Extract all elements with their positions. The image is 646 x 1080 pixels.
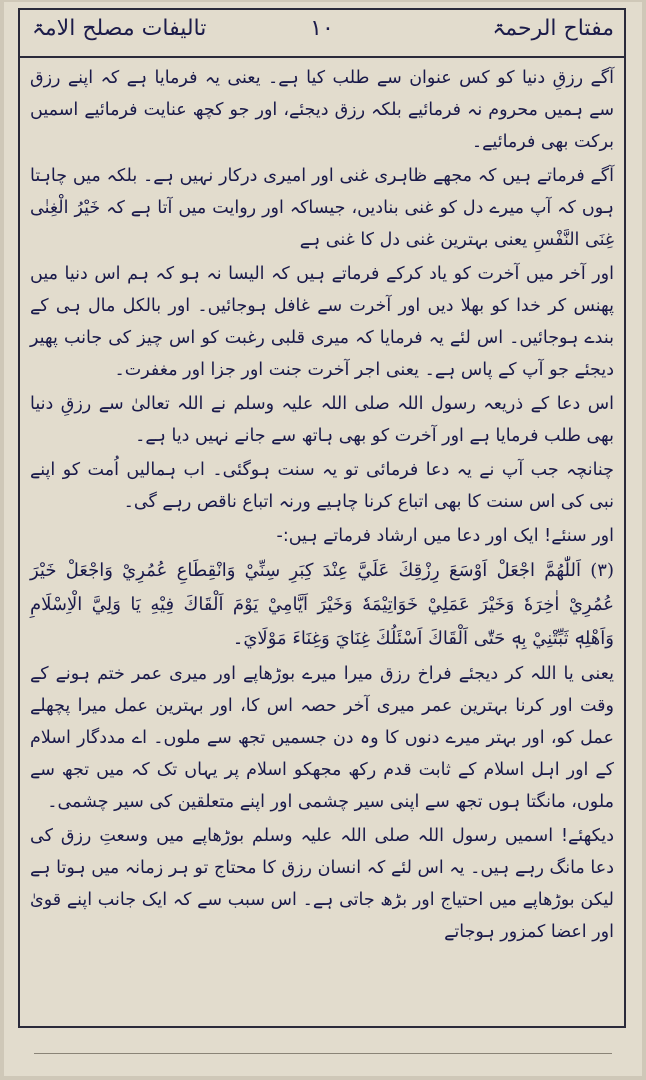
- paragraph-akhirat: اور آخر میں آخرت کو یاد کرکے فرماتے ہیں کہ الیسا نہ ہو کہ ہم اس دنیا میں پھنس کر خدا کو بھلا دیں اور آخرت سے غافل ہوجائیں۔ اور بالکل مال ہی کے بندے ہوجائیں۔ اس لئے یہ فرمایا کہ میری قلبی رغبت کو اس چیز کی جانب پھیر دیجئے جو آپ کے پاس ہے۔ یعنی اجر آخرت جنت اور جزا اور مغفرت۔: [30, 264, 614, 380]
- arabic-dua: (۳) اَللّٰهُمَّ اجْعَلْ اَوْسَعَ رِزْقِكَ عَلَيَّ عِنْدَ كِبَرِ سِنِّيْ وَانْقِطَاعِ عُمُرِيْ وَاجْعَلْ خَيْرَ عُمُرِيْ اٰخِرَهٗ وَخَيْرَ عَمَلِيْ خَوَاتِيْمَهٗ وَخَيْرَ اَيَّامِيْ يَوْمَ اَلْقَاكَ فِيْهِ يَا وَلِيَّ الْاِسْلَامِ وَاَهْلِهٖ ثَبِّتْنِيْ بِهٖ حَتّٰى اَلْقَاكَ اَسْئَلُكَ غِنَايَ وَغِنَاءَ مَوْلَايَ۔: [30, 560, 614, 649]
- series-title: تالیفات مصلح الامۃ: [32, 16, 207, 41]
- page-number: ۱۰: [310, 16, 334, 41]
- page-body: [30, 62, 614, 950]
- book-title: مفتاح الرحمۃ: [492, 16, 614, 41]
- page-header: [20, 10, 624, 58]
- paragraph-translation: یعنی یا اللہ کر دیجئے فراخ رزق میرا میرے بوڑھاپے اور میری عمر ختم ہونے کے وقت اور کرنا بہترین عمر میری آخر حصہ اس کا، اور بہترین عمل میرا پچھلے عمل کو، اور بہتر میرے دنوں کا وہ دن جسمیں تجھ سے ملوں۔ اے مددگار اسلام کے اور اہل اسلام کے ثابت قدم رکھ مجھکو اسلام پر یہاں تک کہ میں تجھ سے ملوں، مانگتا ہوں تجھ سے اپنی سیر چشمی اور اپنے متعلقین کی سیر چشمی۔: [30, 664, 614, 812]
- page-frame: [18, 8, 626, 1028]
- paragraph-ghina: آگے فرماتے ہیں کہ مجھے ظاہری غنی اور امیری درکار نہیں ہے۔ بلکہ میں چاہتا ہوں کہ آپ میرے دل کو غنی بنادیں، جیساکہ اور روایت میں آتا ہے کہ خَیْرُ الْغِنٰی غِنَی النَّفْسِ یعنی بہترین غنی دل کا غنی ہے: [30, 166, 614, 250]
- paragraph-dua-summary: اس دعا کے ذریعہ رسول اللہ صلی اللہ علیہ وسلم نے اللہ تعالیٰ سے رزقِ دنیا بھی طلب فرمایا ہے اور آخرت کو بھی ہاتھ سے جانے نہیں دیا ہے۔: [30, 394, 614, 446]
- paragraph-rizq: آگے رزقِ دنیا کو کس عنوان سے طلب کیا ہے۔ یعنی یہ فرمایا ہے کہ اپنے رزق سے ہمیں محروم نہ فرمائیے بلکہ رزق دیجئے، اور جو کچھ عنایت فرمائیے اسمیں برکت بھی فرمائیے۔: [30, 68, 614, 152]
- paragraph-sunnat: چنانچہ جب آپ نے یہ دعا فرمائی تو یہ سنت ہوگئی۔ اب ہمالیں اُمت کو اپنے نبی کی اس سنت کا بھی اتباع کرنا چاہیے ورنہ اتباع ناقص رہے گی۔: [30, 460, 614, 512]
- paragraph-intro: اور سنئے! ایک اور دعا میں ارشاد فرماتے ہیں:-: [276, 526, 614, 546]
- paragraph-commentary: دیکھئے! اسمیں رسول اللہ صلی اللہ علیہ وسلم بوڑھاپے میں وسعتِ رزق کی دعا مانگ رہے ہیں۔ یہ اس لئے کہ انسان رزق کا محتاج تو ہر زمانہ میں ہوتا ہے لیکن بوڑھاپے میں احتیاج اور بڑھ جاتی ہے۔ اس سبب سے کہ ایک جانب اپنے قویٰ اور اعضا کمزور ہوجاتے: [30, 826, 614, 942]
- page-edge-line: [34, 1053, 612, 1054]
- page: [4, 2, 642, 1076]
